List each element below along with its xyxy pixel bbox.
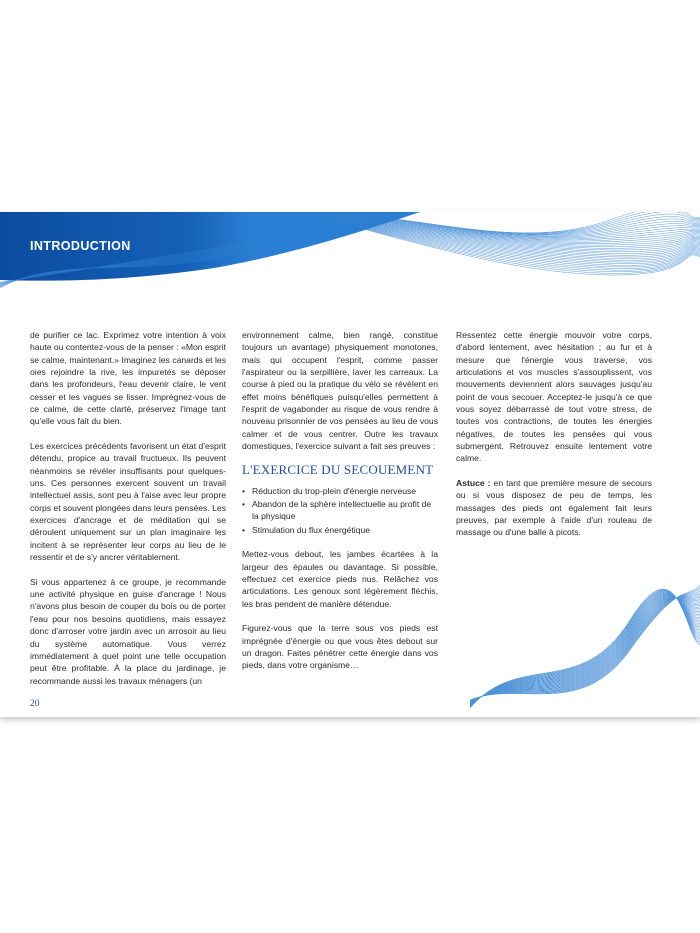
book-page [0, 212, 700, 717]
list-item: • Stimulation du flux énergétique [242, 524, 371, 535]
tip-text: en tant que première mesure de secours ou si vous disposez de peu de temps, les massages des pieds ont également fait leurs preuves, par exemple à l'aide d'un rouleau de massage ou d'une balle à picots. [456, 478, 652, 538]
decorative-waves [470, 580, 700, 717]
bullet-dot-icon: • [242, 499, 246, 510]
paragraph: Si vous appartenez à ce groupe, je recommande une activité physique en guise d'ancrage ! Nous n'avons plus besoin de couper du bois ou de porter l'eau pour nos besoins quotidiens, mais essayez donc d'arroser votre jardin avec un arrosoir au lieu du système automatique. Vous verrez immédiatement à quel point une telle occupation peut être profitable. À la place du jardinage, je recommande aussi les travaux ménagers (un [30, 576, 226, 686]
bullet-dot-icon: • [242, 485, 246, 496]
section-title: INTRODUCTION [30, 239, 131, 253]
paragraph: environnement calme, bien rangé, constitue toujours un avantage) physiquement monotones, mais qui occupent l'esprit, comme passer l'aspirateur ou la serpillière, laver les carreaux. La course à pied ou la pratique du vélo se révèlent en effet moins bénéfiques puisqu'elles permettent à l'esprit de vagabonder au risque de vous rendre à nouveau prisonnier de vos pensées au lieu de vous calmer et de vous centrer. Outre les travaux domestiques, l'exercice suivant a fait ses preuves : [242, 330, 438, 452]
tip-label: Astuce : [456, 478, 491, 489]
paragraph: Les exercices précédents favorisent un état d'esprit détendu, propice au travail fructueux. Ils peuvent néanmoins se révéler insuffisants pour quelques-uns. Ces personnes exercent souvent un travail intellectuel assis, sont peu à l'aise avec leur propre corps et souvent plongées dans leurs pensées. Les exercices d'ancrage et de méditation qui se déroulent uniquement sur un plan imaginaire les incitent à se représenter leur corps au lieu de le ressentir et de s'y ancrer véritablement. [30, 441, 226, 563]
text-column-2 [242, 329, 438, 684]
paragraph: de purifier ce lac. Exprimez votre intention à voix haute ou contentez-vous de la penser : «Mon esprit se calme, maintenant.» Imaginez les canards et les oies rejoindre la rive, les impuretés se déposer dans les profondeurs, l'eau devenir claire, le vent cesser et les vagues se lisser. Imprégnez-vous de ce calme, de cette clarté, préservez l'image tant qu'elle vous fait du bien. [30, 330, 226, 427]
benefits-list [242, 485, 438, 536]
exercise-title: L'EXERCICE DU SECOUEMENT [242, 462, 434, 478]
paragraph: Ressentez cette énergie mouvoir votre corps, d'abord lentement, avec hésitation ; au fur et à mesure que l'énergie vous traverse, vos articulations et vos muscles s'assouplissent, vos mouvements deviennent alors sauvages jusqu'au point de vous secouer. Acceptez-le jusqu'à ce que vous soyez débarrassé de tout votre stress, de toutes vos contractions, de toutes les énergies négatives, de toutes les pensées qui vous submergent. Retrouvez ensuite lentement votre calme. [456, 330, 652, 464]
text-column-3 [456, 329, 652, 551]
bullet-dot-icon: • [242, 524, 246, 535]
text-column-1 [30, 329, 226, 699]
paragraph: Figurez-vous que la terre sous vos pieds est imprégnée d'énergie ou que vous êtes debout sur un dragon. Faites pénétrer cette énergie dans vos pieds, dans votre organisme… [242, 623, 438, 671]
tip-paragraph [456, 477, 652, 539]
page-number: 20 [30, 699, 40, 709]
list-item: • Réduction du trop-plein d'énergie nerveuse [242, 485, 417, 496]
paragraph: Mettez-vous debout, les jambes écartées à la largeur des épaules ou davantage. Si possible, effectuez cet exercice pieds nus. Relâchez vos articulations. Les genoux sont légèrement fléchis, les bras pendent de manière détendue. [242, 549, 438, 609]
header-banner [0, 212, 700, 312]
list-item: • Abandon de la sphère intellectuelle au profit de la physique [242, 499, 432, 522]
